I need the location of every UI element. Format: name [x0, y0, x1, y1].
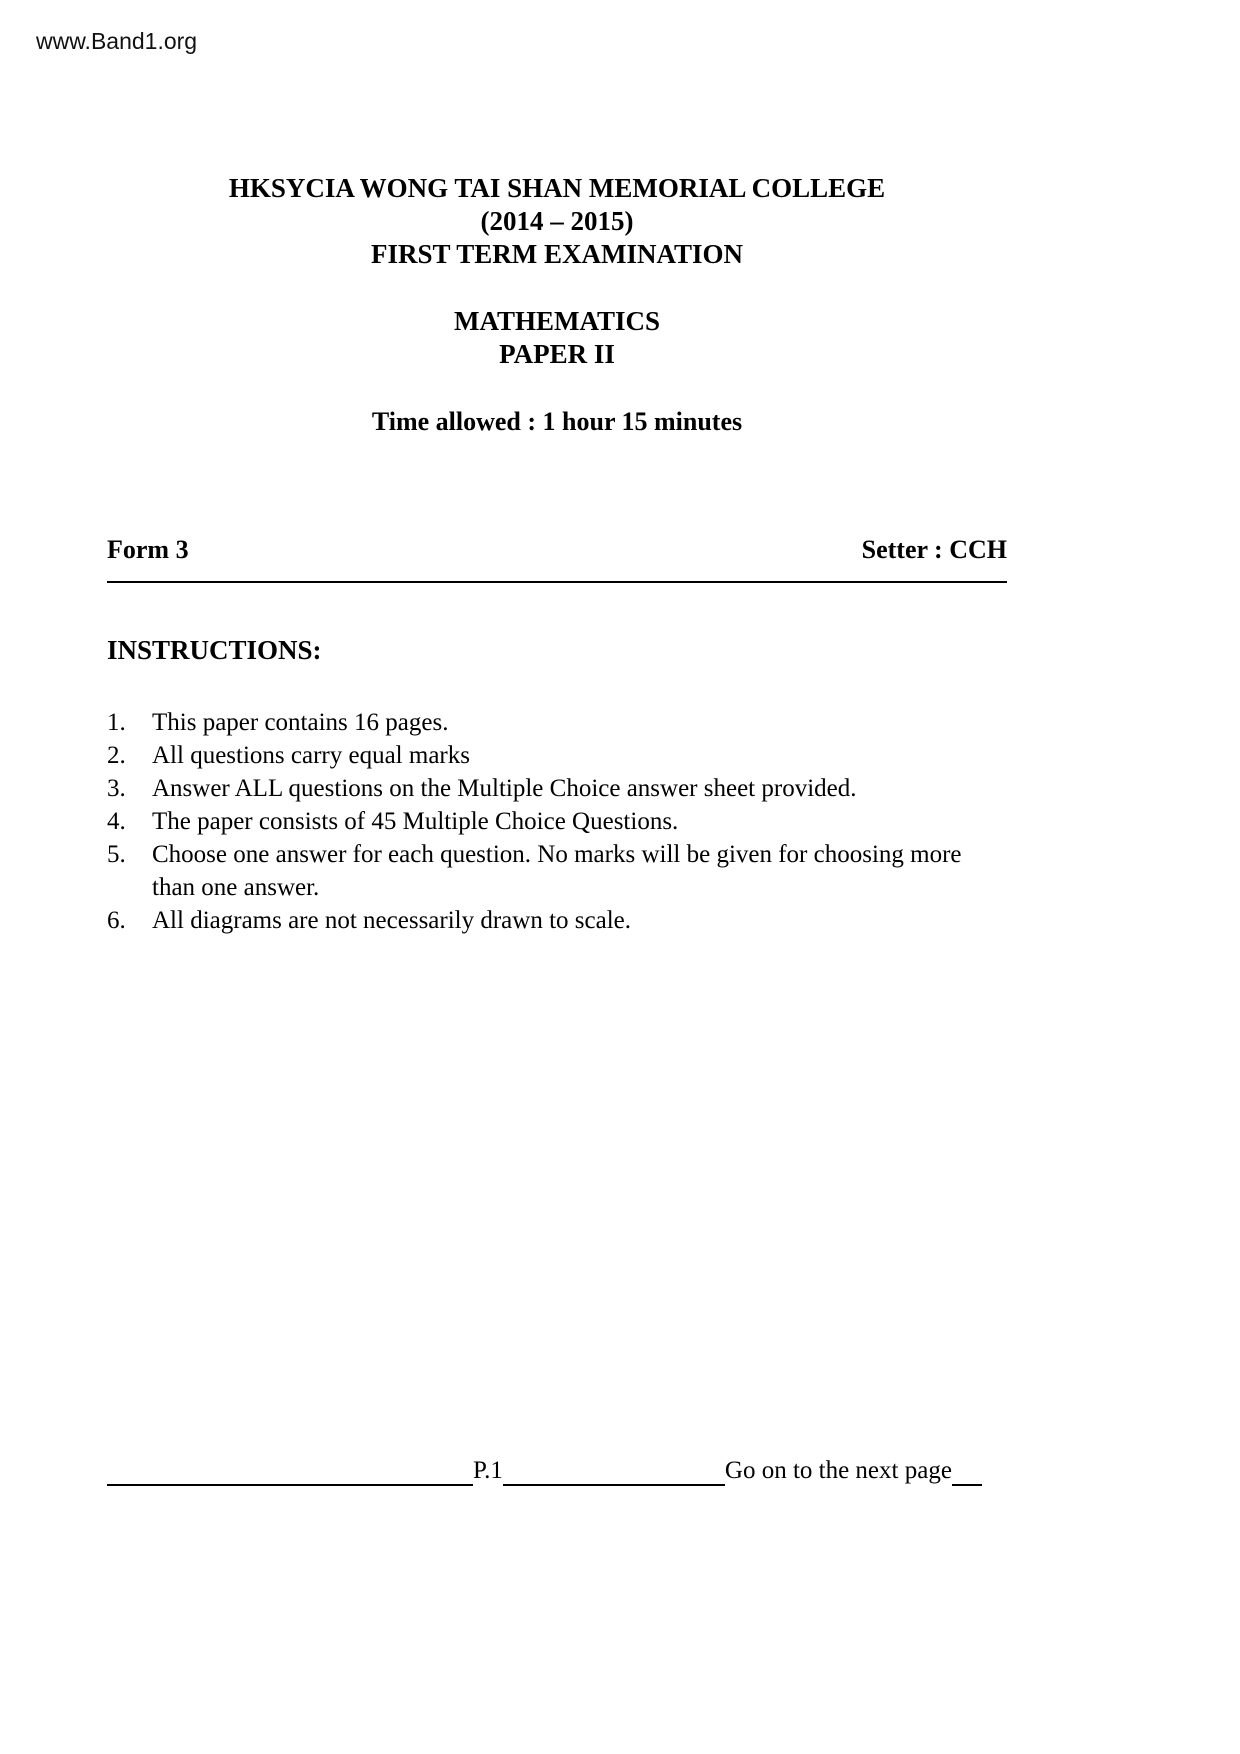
list-item-text: All diagrams are not necessarily drawn to scale. [152, 907, 631, 934]
list-item [107, 772, 1007, 805]
school-name: HKSYCIA WONG TAI SHAN MEMORIAL COLLEGE [228, 173, 886, 203]
next-page-label: Go on to the next page [724, 1457, 952, 1484]
subject-block [107, 305, 1007, 371]
list-item-number: 2. [107, 742, 126, 769]
setter-label: Setter : CCH [861, 535, 1007, 564]
list-item-text: The paper consists of 45 Multiple Choice Questions. [152, 808, 679, 835]
list-item-number: 6. [107, 907, 126, 934]
page-content [107, 0, 1007, 937]
title-block [107, 172, 1007, 271]
exam-title: FIRST TERM EXAMINATION [370, 239, 744, 269]
meta-row [107, 535, 1007, 565]
footer-underline-middle [503, 1458, 725, 1486]
page-number: P.1 [473, 1457, 503, 1484]
list-item-number: 4. [107, 808, 126, 835]
horizontal-rule [107, 581, 1007, 583]
watermark-url: www.Band1.org [36, 28, 198, 54]
list-item-number: 3. [107, 775, 126, 802]
list-item [107, 706, 1007, 739]
footer-underline-left [107, 1458, 473, 1486]
list-item [107, 739, 1007, 772]
subject-name: MATHEMATICS [453, 306, 660, 336]
footer-underline-right [952, 1458, 982, 1486]
page-footer [107, 1456, 1007, 1486]
paper-number: PAPER II [499, 339, 615, 369]
instructions-list [107, 706, 1007, 937]
list-item-number: 5. [107, 841, 126, 868]
list-item-number: 1. [107, 709, 126, 736]
list-item [107, 805, 1007, 838]
time-allowed: Time allowed : 1 hour 15 minutes [371, 407, 743, 436]
form-label: Form 3 [107, 535, 189, 564]
list-item [107, 838, 1007, 904]
list-item [107, 904, 1007, 937]
school-year: (2014 – 2015) [480, 206, 634, 236]
list-item-text: Answer ALL questions on the Multiple Choice answer sheet provided. [152, 775, 857, 802]
list-item-text: This paper contains 16 pages. [152, 709, 449, 736]
list-item-text: Choose one answer for each question. No marks will be given for choosing more than one answer. [152, 841, 962, 901]
list-item-text: All questions carry equal marks [152, 742, 470, 769]
instructions-heading: INSTRUCTIONS: [107, 635, 322, 665]
